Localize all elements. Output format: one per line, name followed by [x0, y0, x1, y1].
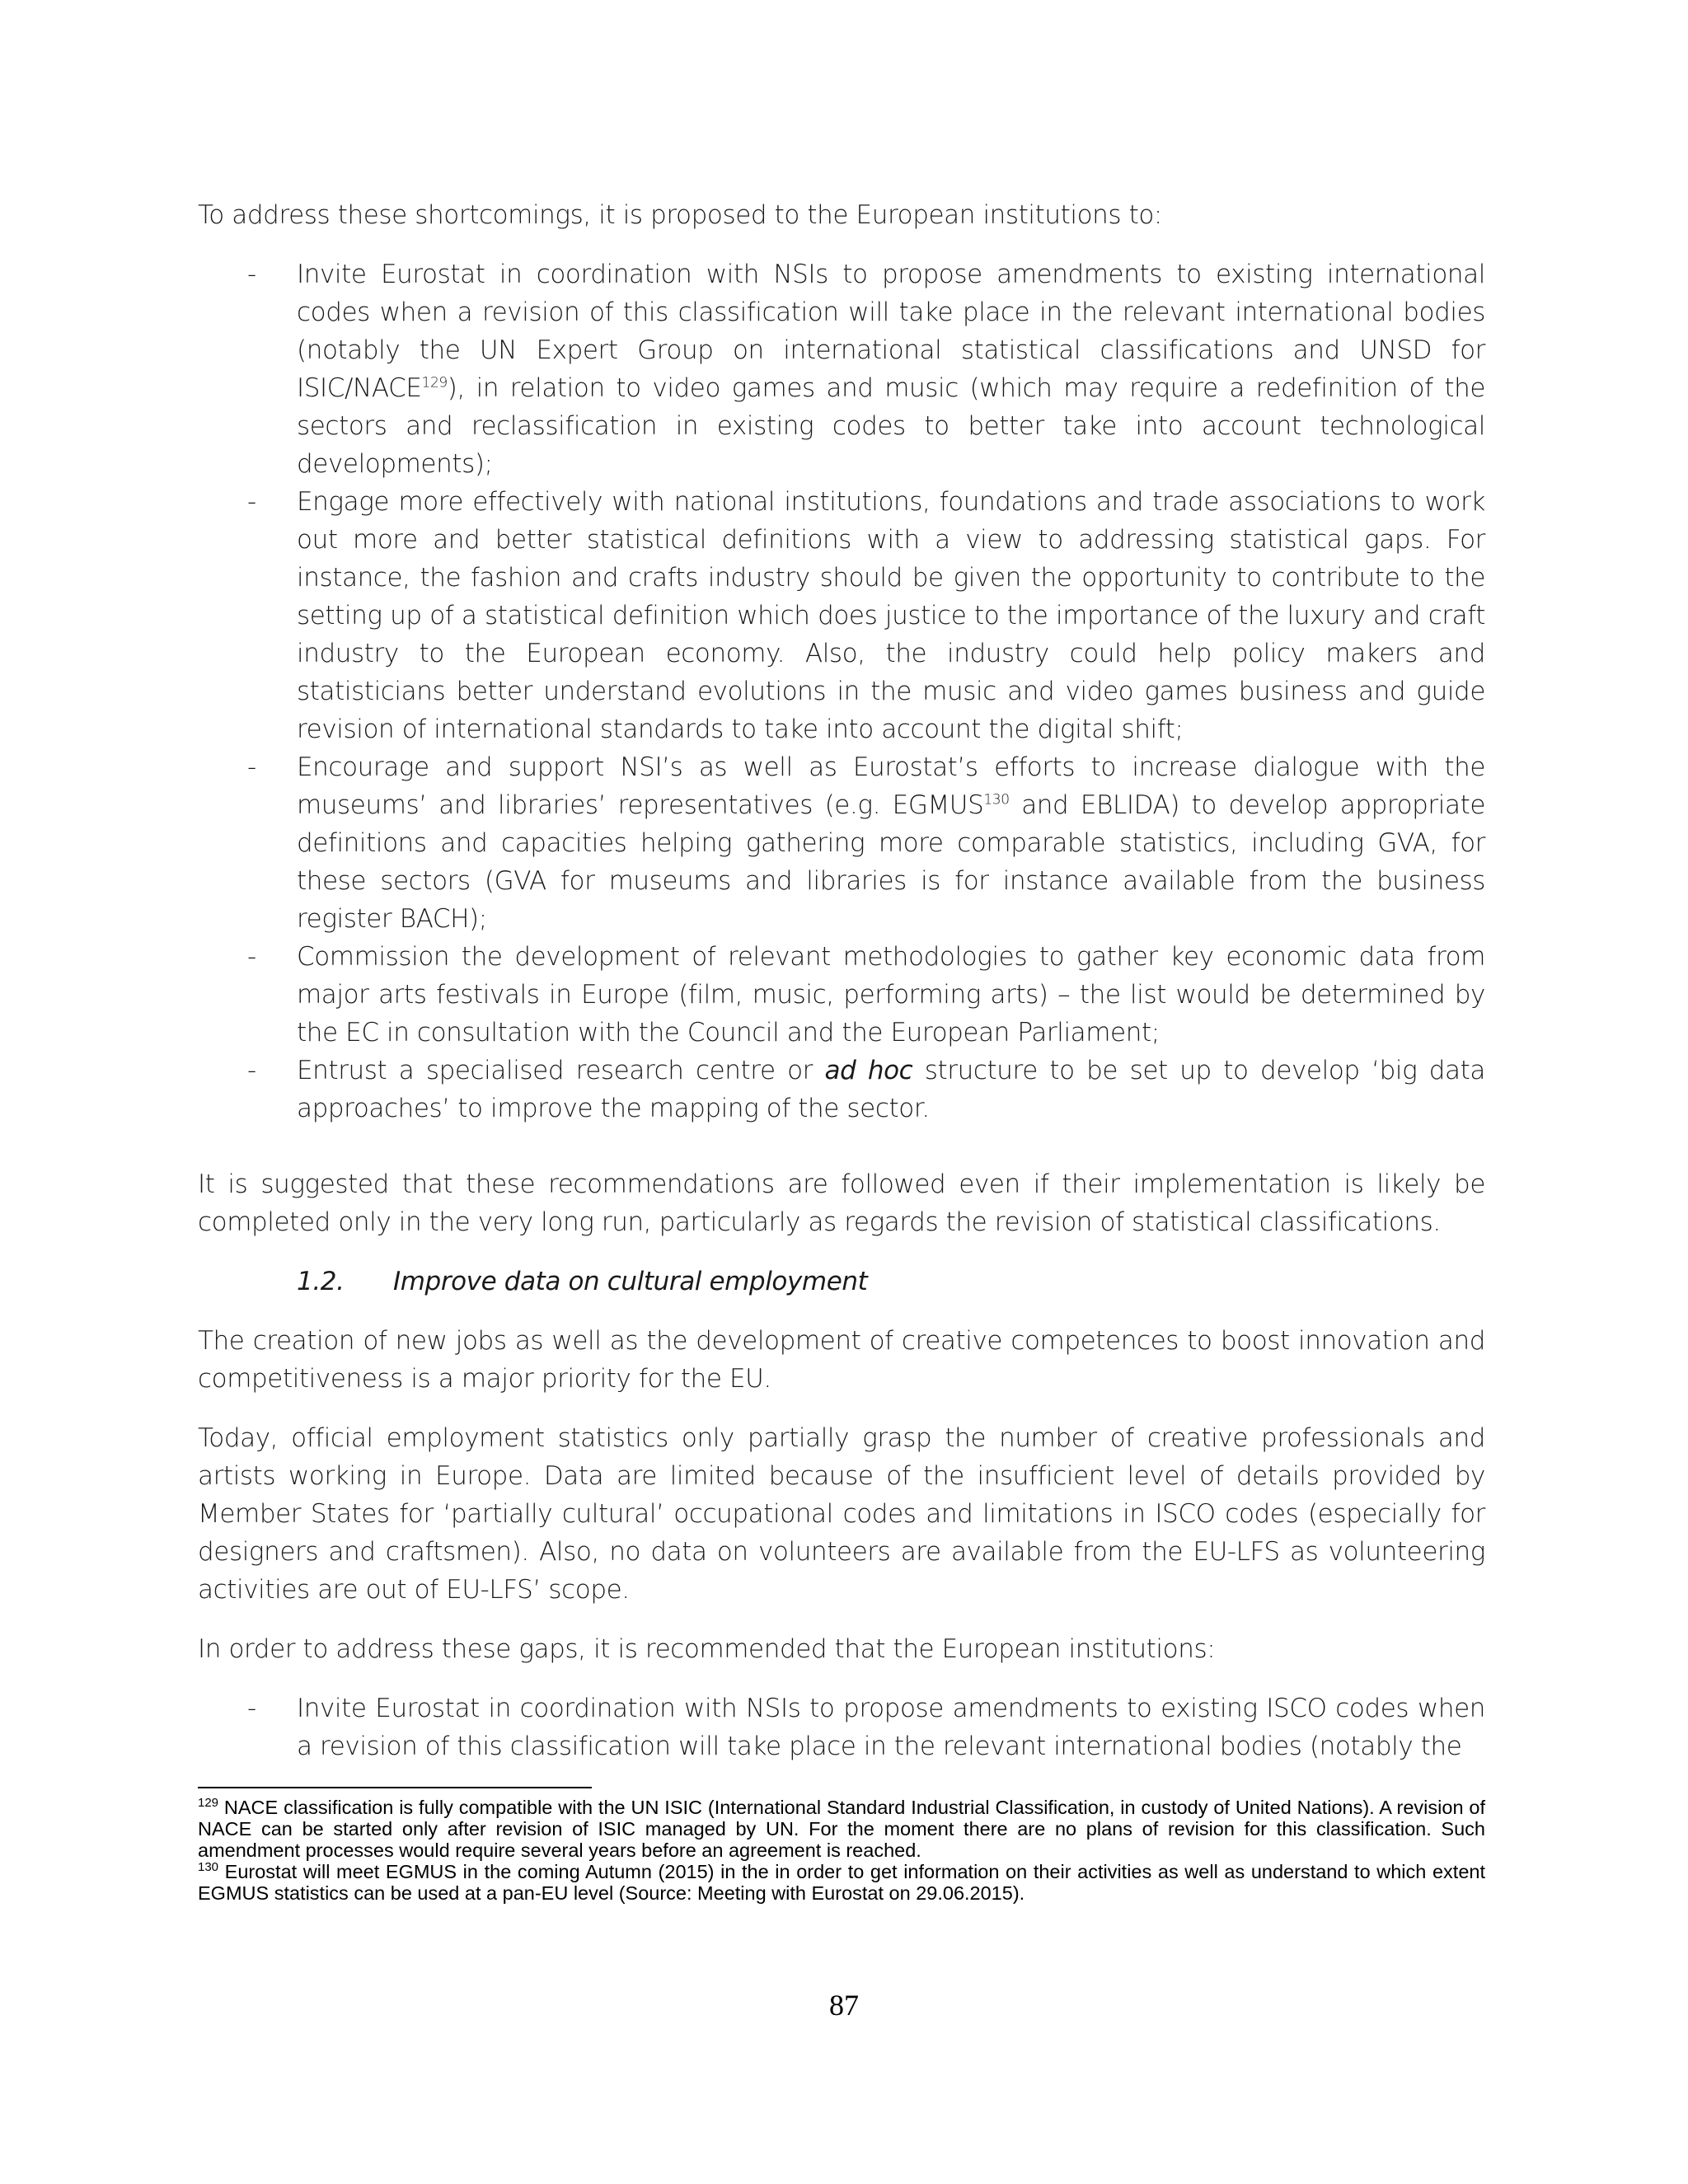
list-item: [198, 1690, 1485, 1765]
footnotes: [198, 1797, 1485, 1904]
list-dash: -: [247, 942, 256, 972]
spacer: [198, 1127, 1485, 1165]
list-item-text: Invite Eurostat in coordination with NSIs to propose amendments to existing ISCO codes when a revision of this classification will take place in the relevant international bodies (notably the: [297, 1694, 1485, 1761]
list-item: [198, 1052, 1485, 1127]
list-dash: -: [247, 1056, 256, 1085]
footnote-129: [198, 1797, 1485, 1861]
footnote-text: Eurostat will meet EGMUS in the coming Autumn (2015) in the in order to get information on their activities as well as understand to which extent EGMUS statistics can be used at a pan-EU level (Source: Meeting with Eurostat on 29.06.2015).: [198, 1861, 1485, 1904]
list-item-text: Encourage and support NSI’s as well as Eurostat’s efforts to increase dialogue with the museums’ and libraries’ representatives (e.g. EGMUS: [297, 752, 1485, 820]
recommendations-list-2: [198, 1690, 1485, 1765]
paragraph-today: Today, official employment statistics only partially grasp the number of creative professionals and artists working in Europe. Data are limited because of the insufficient level of details provided by Member States for ‘partially cultural’ occupational codes and limitations in ISCO codes (especially for designers and craftsmen). Also, no data on volunteers are available from the EU-LFS as volunteering activities are out of EU-LFS’ scope.: [198, 1423, 1485, 1605]
footnote-mark: 130: [198, 1860, 219, 1875]
list-item-text-cont: ), in relation to video games and music (which may require a redefinition of the sectors and reclassification in existing codes to better take into account technological developments);: [297, 373, 1485, 479]
list-item-text: Entrust a specialised research centre or: [297, 1056, 825, 1085]
footnote-mark: 129: [198, 1796, 219, 1811]
list-item-text-cont: and EBLIDA) to develop appropriate definitions and capacities helping gathering more comparable statistics, including GVA, for these sectors (GVA for museums and libraries is for instance available from the business register BACH);: [297, 790, 1485, 934]
footnote-ref-129[interactable]: 129: [421, 374, 448, 391]
paragraph-creation: The creation of new jobs as well as the development of creative competences to boost innovation and competitiveness is a major priority for the EU.: [198, 1326, 1485, 1394]
section-number: 1.2.: [297, 1267, 345, 1296]
list-item: [198, 938, 1485, 1052]
footnote-separator: [198, 1787, 592, 1788]
paragraph-in-order: In order to address these gaps, it is recommended that the European institutions:: [198, 1634, 1216, 1664]
list-item-text: Engage more effectively with national institutions, foundations and trade associations to work out more and better statistical definitions with a view to addressing statistical gaps. For instance, the fashion and crafts industry should be given the opportunity to contribute to the setting up of a statistical definition which does justice to the importance of the luxury and craft industry to the European economy. Also, the industry could help policy makers and statisticians better understand evolutions in the music and video games business and guide revision of international standards to take into account the digital shift;: [297, 487, 1485, 744]
list-dash: -: [247, 752, 256, 782]
body-text: [198, 196, 1485, 1765]
footnote-text: NACE classification is fully compatible with the UN ISIC (International Standard Industrial Classification, in custody of United Nations). A revision of NACE can be started only after revision of ISIC managed by UN. For the moment there are no plans of revision for this classification. Such amendment processes would require several years before an agreement is reached.: [198, 1797, 1485, 1861]
footnote-ref-130[interactable]: 130: [983, 791, 1010, 808]
section-title: Improve data on cultural employment: [393, 1267, 868, 1296]
italic-text: ad hoc: [824, 1056, 913, 1085]
list-item-text: Invite Eurostat in coordination with NSIs to propose amendments to existing international codes when a revision of this classification will take place in the relevant international bodies (notably the UN Expert Group on international statistical classifications and UNSD for ISIC/NACE: [297, 260, 1485, 403]
page-number: 87: [829, 1989, 859, 2022]
paragraph-suggested: It is suggested that these recommendations are followed even if their implementation is likely be completed only in the very long run, particularly as regards the revision of statistical classifications.: [198, 1169, 1485, 1237]
list-dash: -: [247, 260, 256, 289]
list-dash: -: [247, 1694, 256, 1723]
list-item: [198, 748, 1485, 938]
intro-paragraph: To address these shortcomings, it is proposed to the European institutions to:: [198, 200, 1162, 230]
list-item-text: Commission the development of relevant methodologies to gather key economic data from major arts festivals in Europe (film, music, performing arts) – the list would be determined by the EC in consultation with the Council and the European Parliament;: [297, 942, 1485, 1047]
recommendations-list: [198, 255, 1485, 1127]
section-heading: [198, 1263, 1485, 1301]
footnote-130: [198, 1861, 1485, 1904]
list-item: [198, 483, 1485, 748]
list-dash: -: [247, 487, 256, 517]
list-item-text-cont: structure to be set up to develop ‘big data approaches’ to improve the mapping of the sector.: [297, 1056, 1485, 1123]
list-item: [198, 255, 1485, 483]
